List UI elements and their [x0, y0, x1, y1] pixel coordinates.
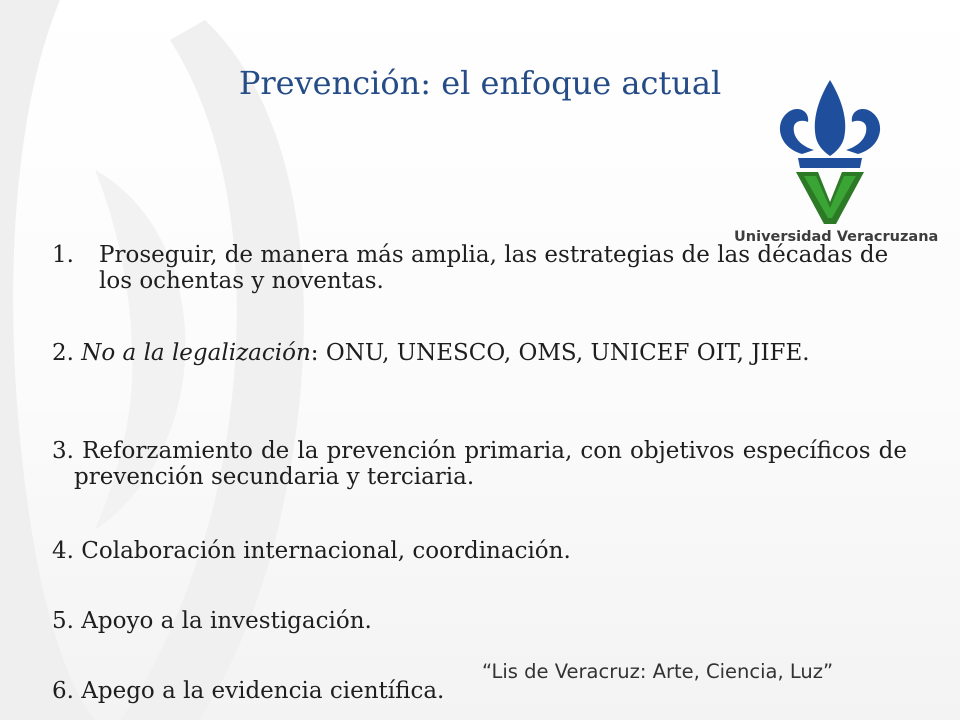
item-number: 6. [52, 678, 74, 704]
list-item [52, 608, 907, 634]
item-text: Proseguir, de manera más amplia, las estrategias de las décadas de los ochentas y noventas. [99, 242, 889, 295]
item-text: Reforzamiento de la prevención primaria, con objetivos específicos de prevención secundaria y terciaria. [74, 438, 907, 491]
item-number: 5. [52, 608, 74, 634]
list-item [52, 242, 907, 294]
item-text: Apoyo a la investigación. [81, 608, 372, 634]
item-text: Colaboración internacional, coordinación. [81, 538, 571, 564]
item-text: Apego a la evidencia científica. [81, 678, 445, 704]
item-emphasis: No a la legalización [81, 340, 311, 366]
item-number: 4. [52, 538, 74, 564]
logo-caption: Universidad Veracruzana [734, 229, 939, 245]
fleur-de-lis-v-icon [774, 76, 886, 226]
list-item [52, 340, 907, 366]
list-item [52, 538, 907, 564]
list-item [52, 438, 907, 490]
item-number: 1. [52, 242, 74, 268]
university-logo [734, 76, 939, 254]
motto-text: “Lis de Veracruz: Arte, Ciencia, Luz” [482, 660, 834, 683]
item-number: 2. [52, 340, 74, 366]
item-text: : ONU, UNESCO, OMS, UNICEF OIT, JIFE. [310, 340, 810, 366]
item-number: 3. [52, 438, 74, 464]
slide-title: Prevención: el enfoque actual [238, 64, 722, 102]
